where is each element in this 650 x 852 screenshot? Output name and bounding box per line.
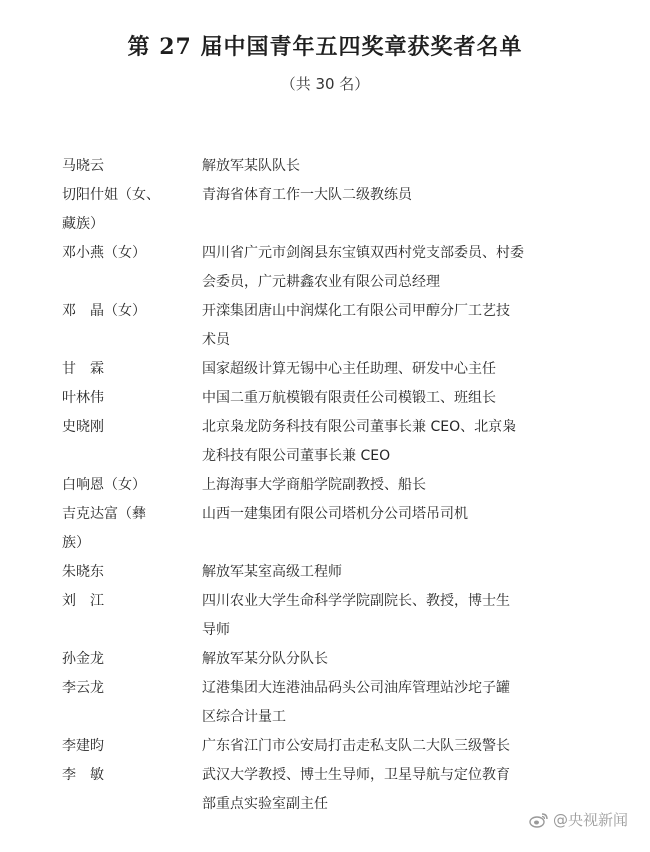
document-title: 第 27 届中国青年五四奖章获奖者名单 bbox=[127, 34, 523, 60]
awardee-row bbox=[62, 471, 602, 500]
awardee-list bbox=[62, 152, 602, 819]
awardee-row bbox=[62, 645, 602, 674]
awardee-row bbox=[62, 674, 602, 732]
awardee-title: 解放军某分队分队长 bbox=[202, 651, 328, 667]
awardee-name: 李云龙 bbox=[62, 680, 104, 696]
awardee-title: 辽港集团大连港油品码头公司油库管理站沙坨子罐 区综合计量工 bbox=[202, 680, 510, 725]
awardee-name: 孙金龙 bbox=[62, 651, 104, 667]
awardee-name: 白响恩（女） bbox=[62, 477, 146, 493]
awardee-title: 山西一建集团有限公司塔机分公司塔吊司机 bbox=[202, 506, 468, 522]
awardee-name: 刘 江 bbox=[62, 593, 104, 609]
awardee-title: 广东省江门市公安局打击走私支队二大队三级警长 bbox=[202, 738, 510, 754]
watermark bbox=[529, 809, 628, 830]
awardee-row bbox=[62, 181, 602, 239]
document-subtitle: （共 30 名） bbox=[280, 75, 370, 93]
awardee-title: 开滦集团唐山中润煤化工有限公司甲醇分厂工艺技 术员 bbox=[202, 303, 510, 348]
watermark-text: @央视新闻 bbox=[552, 811, 628, 829]
awardee-title: 国家超级计算无锡中心主任助理、研发中心主任 bbox=[202, 361, 496, 377]
awardee-name: 李建昀 bbox=[62, 738, 104, 754]
awardee-name: 史晓刚 bbox=[62, 419, 104, 435]
awardee-title: 中国二重万航模锻有限责任公司模锻工、班组长 bbox=[202, 390, 496, 406]
awardee-title: 北京枭龙防务科技有限公司董事长兼 CEO、北京枭 龙科技有限公司董事长兼 CEO bbox=[202, 419, 517, 464]
awardee-title: 青海省体育工作一大队二级教练员 bbox=[202, 187, 412, 203]
awardee-row bbox=[62, 587, 602, 645]
awardee-name: 切阳什姐（女、 藏族） bbox=[62, 187, 160, 232]
weibo-logo-icon bbox=[529, 812, 549, 828]
awardee-row bbox=[62, 239, 602, 297]
awardee-name: 邓 晶（女） bbox=[62, 303, 146, 319]
awardee-title: 上海海事大学商船学院副教授、船长 bbox=[202, 477, 426, 493]
awardee-title: 解放军某队队长 bbox=[202, 158, 300, 174]
awardee-name: 马晓云 bbox=[62, 158, 104, 174]
awardee-row bbox=[62, 558, 602, 587]
awardee-title: 解放军某室高级工程师 bbox=[202, 564, 342, 580]
awardee-name: 甘 霖 bbox=[62, 361, 104, 377]
awardee-row bbox=[62, 297, 602, 355]
awardee-row bbox=[62, 355, 602, 384]
awardee-row bbox=[62, 413, 602, 471]
awardee-title: 四川农业大学生命科学学院副院长、教授，博士生 导师 bbox=[202, 593, 510, 638]
awardee-name: 李 敏 bbox=[62, 767, 104, 783]
awardee-row bbox=[62, 761, 602, 819]
awardee-name: 吉克达富（彝 族） bbox=[62, 506, 146, 551]
awardee-row bbox=[62, 732, 602, 761]
awardee-name: 叶林伟 bbox=[62, 390, 104, 406]
awardee-row bbox=[62, 152, 602, 181]
awardee-row bbox=[62, 500, 602, 558]
awardee-name: 邓小燕（女） bbox=[62, 245, 146, 261]
awardee-title: 四川省广元市剑阁县东宝镇双西村党支部委员、村委 会委员，广元耕鑫农业有限公司总经理 bbox=[202, 245, 524, 290]
awardee-row bbox=[62, 384, 602, 413]
awardee-name: 朱晓东 bbox=[62, 564, 104, 580]
awardee-title: 武汉大学教授、博士生导师，卫星导航与定位教育 部重点实验室副主任 bbox=[202, 767, 510, 812]
